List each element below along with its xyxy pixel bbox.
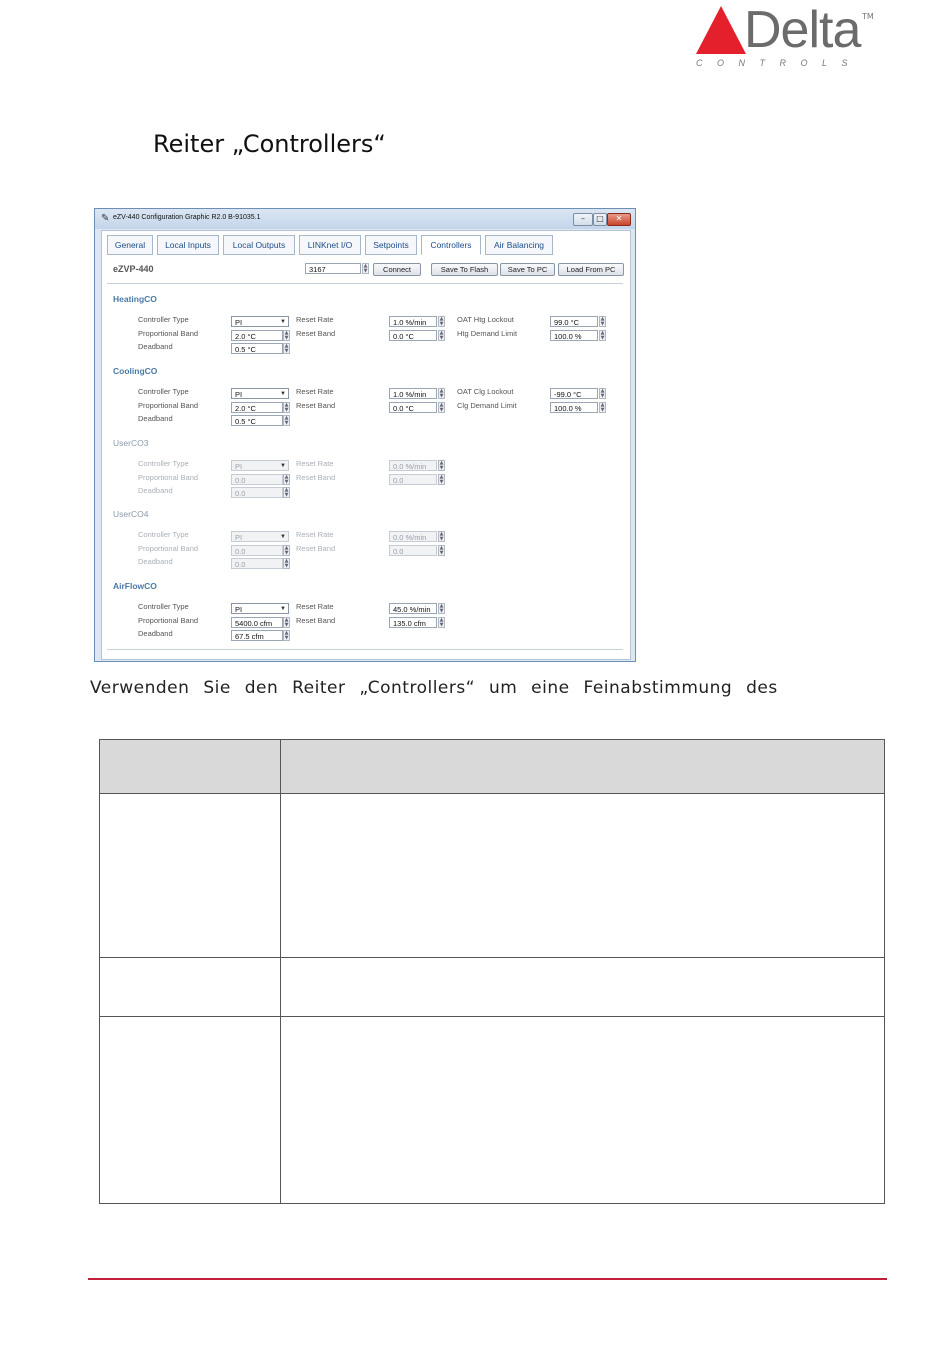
table-cell [281, 794, 885, 958]
chevron-down-icon: ▼ [280, 606, 286, 612]
window-client [101, 230, 631, 660]
maximize-button[interactable]: □ [593, 213, 607, 226]
proportional-band-label: Proportional Band [138, 616, 199, 625]
proportional-band-input[interactable]: 5400.0 cfm [231, 617, 283, 628]
value-spinner[interactable]: ▲ ▼ [439, 603, 444, 614]
value-spinner: ▲ ▼ [439, 545, 444, 556]
value-spinner: ▲ ▼ [284, 487, 289, 498]
toolbar-separator [107, 283, 623, 284]
minimize-button[interactable]: – [573, 213, 593, 226]
controller-type-label: Controller Type [138, 602, 189, 611]
reset-band-input: 0.0 [389, 545, 437, 556]
table-cell [281, 1017, 885, 1204]
deadband-input[interactable]: 67.5 cfm [231, 630, 283, 641]
table-header-cell [100, 740, 281, 794]
value-spinner[interactable]: ▲ ▼ [284, 617, 289, 628]
value-spinner[interactable]: ▲ ▼ [439, 402, 444, 413]
reset-rate-input[interactable]: 45.0 %/min [389, 603, 437, 614]
value-spinner[interactable]: ▲ ▼ [439, 617, 444, 628]
reset-band-label: Reset Band [296, 401, 336, 410]
controller-type-label: Controller Type [138, 530, 189, 539]
reset-band-label: Reset Band [296, 616, 336, 625]
device-name: eZVP-440 [113, 264, 154, 274]
logo-tagline: CONTROLS [696, 58, 863, 68]
value-spinner[interactable]: ▲ ▼ [439, 330, 444, 341]
reset-rate-label: Reset Rate [296, 530, 334, 539]
reset-rate-input[interactable]: 1.0 %/min [389, 388, 437, 399]
deadband-label: Deadband [138, 629, 173, 638]
proportional-band-label: Proportional Band [138, 473, 199, 482]
value-spinner: ▲ ▼ [439, 531, 444, 542]
reset-band-input: 0.0 [389, 474, 437, 485]
footer-line [88, 1278, 887, 1280]
table-header-row [100, 740, 885, 794]
table-header-cell [281, 740, 885, 794]
reset-rate-label: Reset Rate [296, 387, 334, 396]
reset-rate-label: Reset Rate [296, 602, 334, 611]
app-icon: ✎ [101, 213, 110, 224]
value-spinner[interactable]: ▲ ▼ [439, 316, 444, 327]
value-spinner[interactable]: ▲ ▼ [284, 402, 289, 413]
table-row [100, 794, 885, 958]
save-to-flash-button[interactable]: Save To Flash [431, 263, 498, 276]
table-row [100, 958, 885, 1017]
controller-type-select[interactable]: PI ▼ [231, 316, 289, 327]
proportional-band-input: 0.0 [231, 545, 283, 556]
deadband-label: Deadband [138, 414, 173, 423]
proportional-band-input: 0.0 [231, 474, 283, 485]
chevron-down-icon: ▼ [280, 534, 286, 540]
value-spinner[interactable]: ▲ ▼ [284, 330, 289, 341]
demand-limit-input[interactable]: 100.0 % [550, 402, 598, 413]
reset-band-label: Reset Band [296, 544, 336, 553]
reset-rate-label: Reset Rate [296, 459, 334, 468]
controller-type-select: PI ▼ [231, 460, 289, 471]
controller-type-label: Controller Type [138, 315, 189, 324]
logo-triangle-icon [696, 6, 746, 56]
reset-band-input[interactable]: 135.0 cfm [389, 617, 437, 628]
section-title-coolingco: CoolingCO [113, 366, 158, 376]
tab-general[interactable]: General [107, 235, 153, 255]
value-spinner: ▲ ▼ [284, 558, 289, 569]
save-to-pc-button[interactable]: Save To PC [500, 263, 555, 276]
device-id-input[interactable]: 3167 [305, 263, 361, 274]
value-spinner[interactable]: ▲ ▼ [284, 630, 289, 641]
reset-band-label: Reset Band [296, 473, 336, 482]
window-titlebar [95, 209, 635, 229]
deadband-input: 0.0 [231, 558, 283, 569]
table-cell [100, 958, 281, 1017]
logo-trademark: TM [862, 12, 874, 21]
deadband-input: 0.0 [231, 487, 283, 498]
section-title-userco4: UserCO4 [113, 509, 149, 519]
value-spinner[interactable]: ▲ ▼ [439, 388, 444, 399]
controller-type-label: Controller Type [138, 459, 189, 468]
value-spinner: ▲ ▼ [284, 545, 289, 556]
reset-rate-input: 0.0 %/min [389, 460, 437, 471]
table-cell [100, 1017, 281, 1204]
connect-button[interactable]: Connect [373, 263, 421, 276]
reset-band-label: Reset Band [296, 329, 336, 338]
chevron-down-icon: ▼ [280, 391, 286, 397]
chevron-down-icon: ▼ [280, 463, 286, 469]
lockout-label: OAT Htg Lockout [457, 315, 514, 324]
value-spinner: ▲ ▼ [439, 460, 444, 471]
section-title-heatingco: HeatingCO [113, 294, 157, 304]
table-cell [100, 794, 281, 958]
value-spinner[interactable]: ▲ ▼ [284, 415, 289, 426]
bottom-divider [107, 649, 623, 650]
value-spinner[interactable]: ▲ ▼ [284, 343, 289, 354]
value-spinner[interactable]: ▲ ▼ [600, 330, 605, 341]
window-title: eZV-440 Configuration Graphic R2.0 B-91035.1 [113, 214, 261, 221]
deadband-label: Deadband [138, 486, 173, 495]
deadband-label: Deadband [138, 342, 173, 351]
reset-band-input[interactable]: 0.0 °C [389, 330, 437, 341]
device-id-spinner[interactable]: ▲ ▼ [363, 263, 368, 274]
proportional-band-input[interactable]: 2.0 °C [231, 402, 283, 413]
table-cell [281, 958, 885, 1017]
tab-controllers[interactable]: Controllers [421, 235, 481, 255]
table-row [100, 1017, 885, 1204]
close-button[interactable]: ✕ [607, 213, 631, 226]
demand-limit-label: Htg Demand Limit [457, 329, 518, 338]
intro-paragraph: Verwenden Sie den Reiter „Controllers“ um eine Feinabstimmung des [90, 678, 778, 698]
chevron-down-icon: ▼ [280, 319, 286, 325]
controller-type-label: Controller Type [138, 387, 189, 396]
section-title-airflowco: AirFlowCO [113, 581, 157, 591]
section-title-userco3: UserCO3 [113, 438, 149, 448]
reset-band-input[interactable]: 0.0 °C [389, 402, 437, 413]
proportional-band-label: Proportional Band [138, 401, 199, 410]
deadband-label: Deadband [138, 557, 173, 566]
deadband-input[interactable]: 0.5 °C [231, 343, 283, 354]
logo-wordmark: Delta [744, 1, 861, 59]
reset-rate-label: Reset Rate [296, 315, 334, 324]
tab-local-outputs[interactable]: Local Outputs [223, 235, 295, 255]
tab-linknet-io[interactable]: LINKnet I/O [299, 235, 361, 255]
tab-setpoints[interactable]: Setpoints [365, 235, 417, 255]
tab-local-inputs[interactable]: Local Inputs [157, 235, 219, 255]
proportional-band-label: Proportional Band [138, 544, 199, 553]
value-spinner: ▲ ▼ [439, 474, 444, 485]
lockout-input[interactable]: 99.0 °C [550, 316, 598, 327]
page-heading: Reiter „Controllers“ [153, 130, 386, 158]
value-spinner[interactable]: ▲ ▼ [600, 316, 605, 327]
controller-type-select[interactable]: PI ▼ [231, 388, 289, 399]
lockout-label: OAT Clg Lockout [457, 387, 514, 396]
description-table [99, 739, 885, 1204]
load-from-pc-button[interactable]: Load From PC [558, 263, 624, 276]
value-spinner[interactable]: ▲ ▼ [600, 402, 605, 413]
deadband-input[interactable]: 0.5 °C [231, 415, 283, 426]
config-window [94, 208, 636, 662]
value-spinner: ▲ ▼ [284, 474, 289, 485]
proportional-band-label: Proportional Band [138, 329, 199, 338]
value-spinner[interactable]: ▲ ▼ [600, 388, 605, 399]
reset-rate-input[interactable]: 1.0 %/min [389, 316, 437, 327]
controller-type-select[interactable]: PI ▼ [231, 603, 289, 614]
reset-rate-input: 0.0 %/min [389, 531, 437, 542]
demand-limit-label: Clg Demand Limit [457, 401, 517, 410]
proportional-band-input[interactable]: 2.0 °C [231, 330, 283, 341]
controller-type-select: PI ▼ [231, 531, 289, 542]
demand-limit-input[interactable]: 100.0 % [550, 330, 598, 341]
lockout-input[interactable]: -99.0 °C [550, 388, 598, 399]
tab-air-balancing[interactable]: Air Balancing [485, 235, 553, 255]
